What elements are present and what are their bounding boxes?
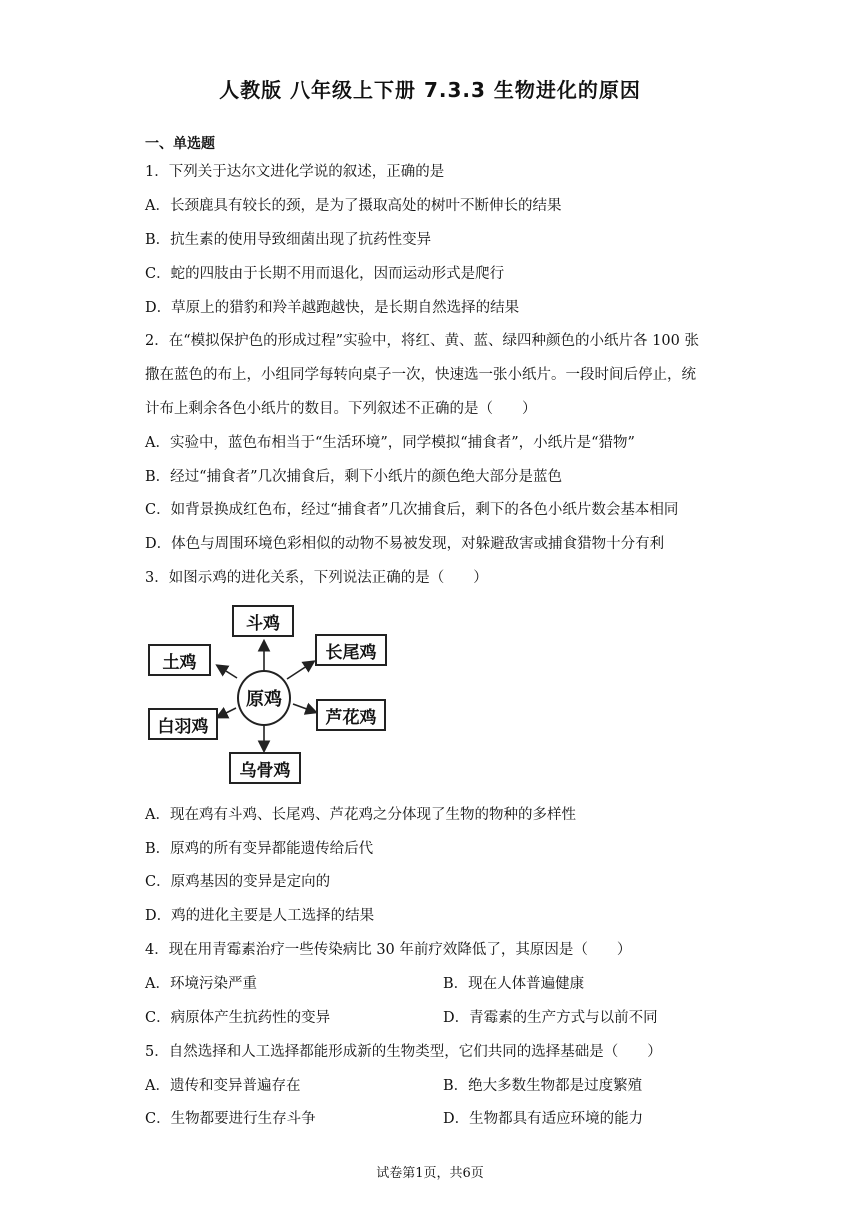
arrow-to-upper-left bbox=[218, 666, 237, 678]
question-3-option-c: C．原鸡基因的变异是定向的 bbox=[145, 874, 331, 890]
node-tuji: 土鸡 bbox=[148, 644, 211, 676]
question-2-option-b: B．经过“捕食者”几次捕食后，剩下小纸片的颜色绝大部分是蓝色 bbox=[145, 469, 562, 485]
question-4-option-a: A．环境污染严重 bbox=[145, 976, 257, 992]
arrow-to-lower-left bbox=[218, 708, 236, 717]
chicken-evolution-diagram bbox=[143, 600, 393, 790]
question-3-option-b: B．原鸡的所有变异都能遗传给后代 bbox=[145, 841, 374, 857]
node-douji: 斗鸡 bbox=[232, 605, 294, 637]
question-3-option-d: D．鸡的进化主要是人工选择的结果 bbox=[145, 908, 375, 924]
node-wuguji: 乌骨鸡 bbox=[229, 752, 301, 784]
question-1-option-d: D．草原上的猎豹和羚羊越跑越快，是长期自然选择的结果 bbox=[145, 300, 520, 316]
question-1-option-a: A．长颈鹿具有较长的颈，是为了摄取高处的树叶不断伸长的结果 bbox=[145, 198, 562, 214]
question-5-option-b: B．绝大多数生物都是过度繁殖 bbox=[443, 1078, 643, 1094]
section-heading: 一、单选题 bbox=[145, 136, 215, 152]
question-3-option-a: A．现在鸡有斗鸡、长尾鸡、芦花鸡之分体现了生物的物种的多样性 bbox=[145, 807, 576, 823]
question-2-stem-line-1: 2．在“模拟保护色的形成过程”实验中，将红、黄、蓝、绿四种颜色的小纸片各 100 张 bbox=[145, 333, 699, 349]
question-5-stem: 5．自然选择和人工选择都能形成新的生物类型，它们共同的选择基础是（ ） bbox=[145, 1044, 662, 1060]
question-2-option-a: A．实验中，蓝色布相当于“生活环境”，同学模拟“捕食者”，小纸片是“猎物” bbox=[145, 435, 635, 451]
question-1-option-b: B．抗生素的使用导致细菌出现了抗药性变异 bbox=[145, 232, 432, 248]
node-changweiji: 长尾鸡 bbox=[315, 634, 387, 666]
center-node-yuanji: 原鸡 bbox=[237, 670, 291, 726]
question-5-option-c: C．生物都要进行生存斗争 bbox=[145, 1111, 316, 1127]
question-5-option-d: D．生物都具有适应环境的能力 bbox=[443, 1111, 644, 1127]
question-2-stem-line-3: 计布上剩余各色小纸片的数目。下列叙述不正确的是（ ） bbox=[145, 401, 537, 417]
question-1-option-c: C．蛇的四肢由于长期不用而退化，因而运动形式是爬行 bbox=[145, 266, 505, 282]
question-5-option-a: A．遗传和变异普遍存在 bbox=[145, 1078, 301, 1094]
arrow-to-upper-right bbox=[287, 662, 313, 679]
question-3-stem: 3．如图示鸡的进化关系，下列说法正确的是（ ） bbox=[145, 570, 488, 586]
page-title: 人教版 八年级上下册 7.3.3 生物进化的原因 bbox=[219, 78, 641, 102]
node-luhuaji: 芦花鸡 bbox=[316, 699, 386, 731]
question-4-option-c: C．病原体产生抗药性的变异 bbox=[145, 1010, 331, 1026]
page-footer: 试卷第1页，共6页 bbox=[376, 1166, 484, 1181]
question-4-stem: 4．现在用青霉素治疗一些传染病比 30 年前疗效降低了，其原因是（ ） bbox=[145, 942, 632, 958]
arrow-to-right bbox=[293, 704, 315, 712]
node-baiyuji: 白羽鸡 bbox=[148, 708, 218, 740]
question-4-option-b: B．现在人体普遍健康 bbox=[443, 976, 585, 992]
question-2-option-c: C．如背景换成红色布，经过“捕食者”几次捕食后，剩下的各色小纸片数会基本相同 bbox=[145, 502, 679, 518]
question-4-option-d: D．青霉素的生产方式与以前不同 bbox=[443, 1010, 658, 1026]
question-1-stem: 1．下列关于达尔文进化学说的叙述，正确的是 bbox=[145, 164, 445, 180]
question-2-stem-line-2: 撒在蓝色的布上，小组同学每转向桌子一次，快速选一张小纸片。一段时间后停止，统 bbox=[145, 367, 696, 383]
question-2-option-d: D．体色与周围环境色彩相似的动物不易被发现，对躲避敌害或捕食猎物十分有利 bbox=[145, 536, 665, 552]
